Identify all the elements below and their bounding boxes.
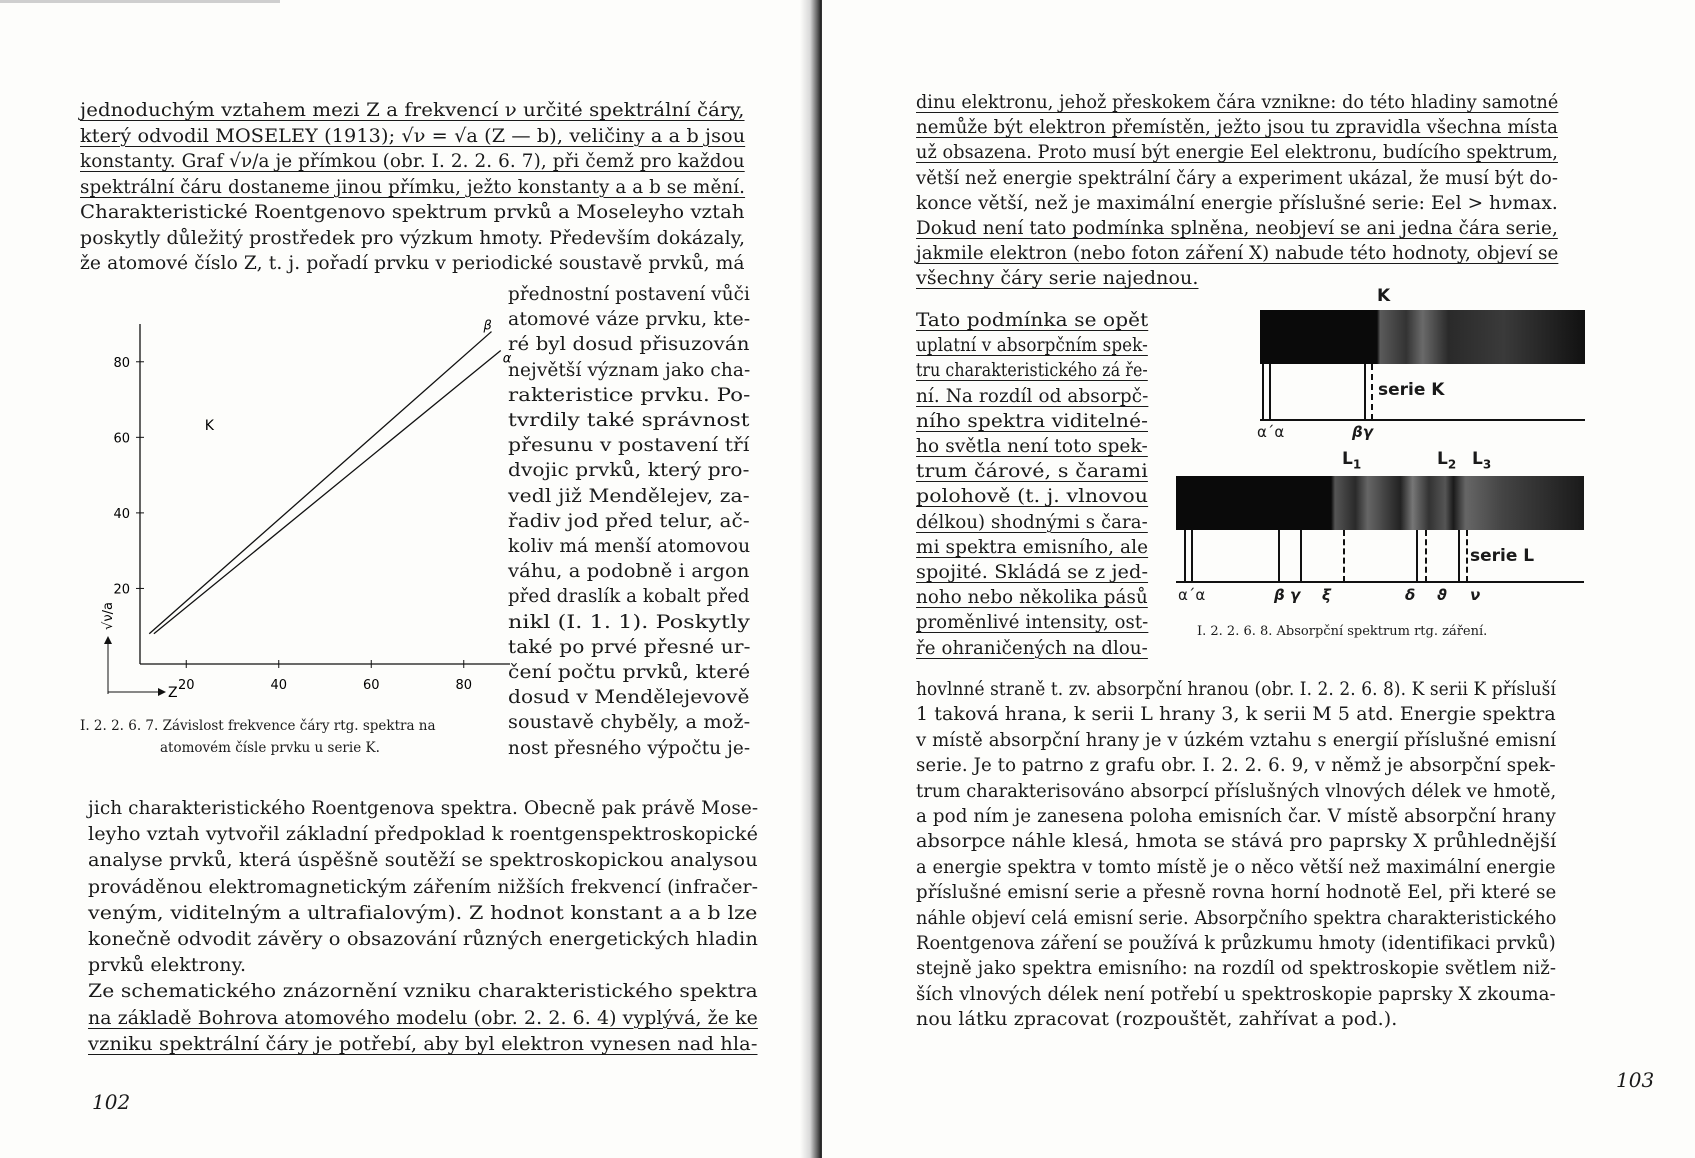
text-line: ře ohraničených na dlou- <box>916 636 1148 659</box>
x-tick-label: 80 <box>455 678 473 693</box>
text-line: noho nebo několika pásů <box>916 586 1148 609</box>
text-line: že atomové číslo Z, t. j. pořadí prvku v periodické soustavě prvků, má <box>80 252 745 274</box>
text-line: před draslík a kobalt před <box>508 585 750 608</box>
l-line <box>1416 530 1418 582</box>
text-line: dvojic prvků, který pro- <box>508 459 750 482</box>
text-line: prováděnou elektromagnetickým zářením nižších frekvencí (infračer- <box>88 875 759 898</box>
figure-caption-line2: atomovém čísle prvku u serie K. <box>160 740 380 756</box>
text-line: Dokud není tato podmínka splněna, neobjeví se ani jedna čára serie, <box>916 217 1558 239</box>
y-axis-label: √ν/a <box>101 602 116 630</box>
text-line: Roentgenova záření se používá k průzkumu hmoty (identifikaci prvků) <box>916 932 1556 954</box>
text-line: rakteristice prvku. Po- <box>508 383 751 406</box>
l-edge-line <box>1466 530 1468 582</box>
text-line: už obsazena. Proto musí být energie Eel elektronu, budícího spektrum, <box>916 141 1558 164</box>
l-edge-line <box>1425 530 1427 582</box>
text-line: váhu, a podobně i argon <box>508 560 750 583</box>
text-line: Ze schematického znázornění vzniku charakteristického spektra <box>88 980 758 1003</box>
text-line: řadiv jod před telur, ač- <box>508 509 750 532</box>
y-axis-arrowhead <box>104 636 112 644</box>
text-line: na základě Bohrova atomového modelu (obr. 2. 2. 6. 4) vyplývá, že ke <box>88 1006 758 1029</box>
l-line-label: ϑ <box>1437 586 1447 604</box>
text-line: ní. Na rozdíl od absorpč- <box>916 384 1149 407</box>
text-line: délkou) shodnými s čara- <box>916 510 1148 533</box>
text-line: nikl (I. 1. 1). Poskytly <box>508 610 750 633</box>
l1-title: $L_1$ <box>1342 449 1362 472</box>
text-line: ho světla není toto spek- <box>916 435 1148 457</box>
text-line: uplatní v absorpčním spek- <box>916 334 1148 357</box>
x-axis-label: Z <box>168 685 178 701</box>
l-line <box>1300 530 1302 582</box>
text-line: Tato podmínka se opět <box>916 309 1149 331</box>
text-line: konečně odvodit závěry o obsazování různých energetických hladin <box>88 928 758 950</box>
page-edge <box>0 0 280 3</box>
text-line: serie. Je to patrno z grafu obr. I. 2. 2. 6. 9, v němž je absorpční spek- <box>916 754 1556 777</box>
region-label: K <box>204 417 214 434</box>
text-line: proměnlivé intensity, ost- <box>916 611 1149 634</box>
text-line: a pod ním je zanesena poloha emisních čar. V místě absorpční hrany <box>916 805 1556 827</box>
text-line: ších vlnových délek není potřebí u spektroskopie paprsky X zkouma- <box>916 982 1556 1005</box>
text-line: konstanty. Graf √ν/a je přímkou (obr. I. 2. 2. 6. 7), při čemž pro každou <box>80 150 745 172</box>
text-line: v místě absorpční hrany je v úzkém vztahu s energií příslušné emisní <box>916 728 1557 751</box>
spectrum-caption: I. 2. 2. 6. 8. Absorpční spektrum rtg. záření. <box>1197 624 1488 639</box>
k-edge-line <box>1371 364 1373 420</box>
text-line: čení počtu prvků, které <box>508 661 751 683</box>
k-line <box>1262 364 1264 420</box>
text-line: leyho vztah vytvořil základní předpoklad k roentgenspektroskopické <box>88 823 759 846</box>
text-line: Charakteristické Roentgenovo spektrum prvků a Moseleyho vztah <box>80 201 745 223</box>
page-number-right: 103 <box>1616 1068 1655 1092</box>
text-line: přednostní postavení vůči <box>508 283 750 305</box>
text-line: spektrální čáru dostaneme jinou přímku, ježto konstanty a a b se mění. <box>80 175 746 198</box>
text-line: který odvodil MOSELEY (1913); √ν = √a (Z — b), veličiny a a b jsou <box>80 124 746 147</box>
text-line: největší význam jako cha- <box>508 358 751 381</box>
l-line-label: δ <box>1405 586 1416 604</box>
k-line <box>1269 364 1271 420</box>
text-line: také po prvé přesné ur- <box>508 635 751 658</box>
k-series-title: K <box>1377 286 1391 306</box>
text-line: veným, viditelným a ultrafialovým). Z hodnot konstant a a b lze <box>88 901 758 924</box>
l2-title: $L_2$ <box>1437 449 1457 472</box>
text-line: vzniku spektrální čáry je potřebí, aby byl elektron vynesen nad hla- <box>88 1032 758 1055</box>
l-line-label: ν <box>1470 586 1481 604</box>
l-baseline <box>1176 581 1584 583</box>
l-series-label: serie L <box>1470 546 1535 566</box>
series-label: β <box>483 318 492 334</box>
text-line: prvků elektrony. <box>88 954 247 977</box>
text-line: ního spektra viditelné- <box>916 409 1148 432</box>
l-line <box>1458 530 1460 582</box>
y-tick-label: 80 <box>113 355 130 371</box>
k-absorption-band <box>1260 310 1585 364</box>
figure-caption-line1: I. 2. 2. 6. 7. Závislost frekvence čáry rtg. spektra na <box>80 718 436 734</box>
text-line: hovlnné straně t. zv. absorpční hranou (obr. I. 2. 2. 6. 8). K serii K přísluší <box>916 678 1556 700</box>
text-line: absorpce náhle klesá, hmota se stává pro paprsky X průhlednější <box>916 830 1557 853</box>
text-line: dosud v Mendělejevově <box>508 686 750 709</box>
text-line: trum charakterisováno absorpcí příslušných vlnových délek ve hmotě, <box>916 779 1557 802</box>
text-line: koliv má menší atomovou <box>508 535 751 557</box>
text-line: tru charakteristického zá ře- <box>916 359 1148 382</box>
x-axis-arrowhead <box>158 688 166 696</box>
text-line: všechny čáry serie najednou. <box>916 267 1199 290</box>
text-line: tvrdily také správnost <box>508 409 750 431</box>
moseley-chart <box>80 306 520 716</box>
y-tick-label: 60 <box>113 431 130 447</box>
l-edge-line <box>1343 530 1345 582</box>
text-line: nost přesného výpočtu je- <box>508 736 751 759</box>
k-series-label: serie K <box>1378 380 1445 400</box>
l3-title: $L_3$ <box>1472 449 1492 472</box>
x-tick-label: 20 <box>177 678 195 693</box>
k-line <box>1364 364 1366 420</box>
text-line: jednoduchým vztahem mezi Z a frekvencí ν určité spektrální čáry, <box>80 99 745 121</box>
text-line: přesunu v postavení tří <box>508 434 750 457</box>
l-line <box>1191 530 1193 582</box>
text-line: spojité. Skládá se z jed- <box>916 561 1149 583</box>
left-page <box>0 0 822 1158</box>
series-line-beta <box>149 332 491 634</box>
y-tick-label: 40 <box>113 506 130 522</box>
k-baseline <box>1260 419 1585 421</box>
text-line: dinu elektronu, jehož přeskokem čára vznikne: do této hladiny samotné <box>916 91 1559 113</box>
text-line: trum čárové, s čarami <box>916 460 1148 483</box>
x-tick-label: 40 <box>270 678 288 693</box>
text-line: jich charakteristického Roentgenova spektra. Obecně pak právě Mose- <box>88 797 759 819</box>
series-line-alpha <box>154 350 501 633</box>
page-number-left: 102 <box>92 1090 131 1114</box>
series-label: α <box>502 351 512 367</box>
text-line: ré byl dosud přisuzován <box>508 333 750 356</box>
y-tick-label: 20 <box>113 582 130 598</box>
l-line <box>1184 530 1186 582</box>
right-page <box>822 0 1695 1158</box>
l-line-label: ξ <box>1322 586 1331 604</box>
text-line: analyse prvků, která úspěšně soutěží se spektroskopickou analysou <box>88 849 758 872</box>
text-line: nou látku zpracovat (rozpouštět, zahřívat a pod.). <box>916 1008 1398 1031</box>
text-line: a energie spektra v tomto místě je o něco větší než maximální energie <box>916 855 1556 878</box>
text-line: poskytly důležitý prostředek pro výzkum hmoty. Především dokázaly, <box>80 226 746 249</box>
text-line: konce větší, než je maximální energie příslušné serie: Eel > hνmax. <box>916 191 1558 214</box>
k-lines-label-right: βγ <box>1352 423 1373 441</box>
k-lines-label-left: α΄α <box>1257 423 1285 441</box>
x-tick-label: 60 <box>362 678 380 693</box>
l-absorption-band <box>1176 476 1584 530</box>
text-line: polohově (t. j. vlnovou <box>916 485 1149 508</box>
text-line: mi spektra emisního, ale <box>916 535 1149 558</box>
l-line-label: β γ <box>1274 586 1301 604</box>
text-line: stejně jako spektra emisního: na rozdíl od spektroskopie světlem niž- <box>916 957 1557 980</box>
text-line: atomové váze prvku, kte- <box>508 308 751 331</box>
text-line: vedl již Mendělejev, za- <box>508 484 750 507</box>
l-line <box>1278 530 1280 582</box>
text-line: 1 taková hrana, k serii L hrany 3, k serii M 5 atd. Energie spektra <box>916 703 1556 726</box>
text-line: větší než energie spektrální čáry a experiment ukázal, že musí být do- <box>916 166 1558 189</box>
text-line: jakmile elektron (nebo foton záření X) nabude této hodnoty, objeví se <box>916 242 1559 265</box>
text-line: náhle objeví celá emisní serie. Absorpčního spektra charakteristického <box>916 906 1557 929</box>
l-line-label: α΄α <box>1178 586 1206 604</box>
text-line: nemůže být elektron přemístěn, ježto jsou tu zpravidla všechna místa <box>916 116 1558 139</box>
text-line: soustavě chyběly, a mož- <box>508 711 751 734</box>
text-line: příslušné emisní serie a přesně rovna horní hodnotě Eel, při které se <box>916 881 1557 904</box>
